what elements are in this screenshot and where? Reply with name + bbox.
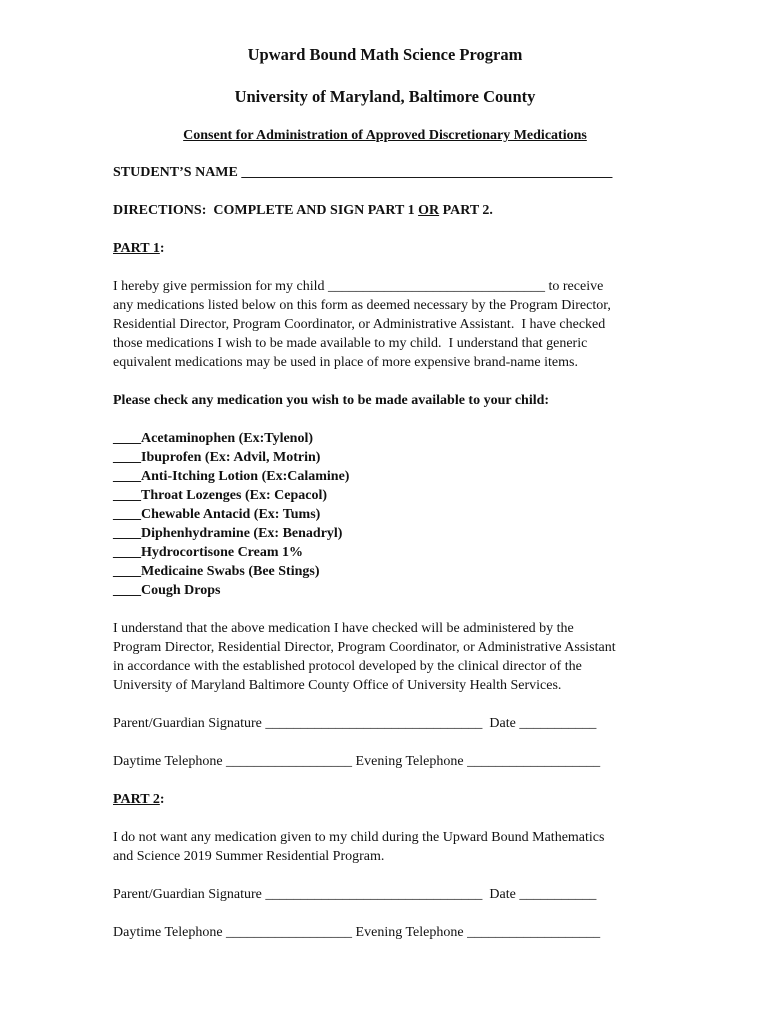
paragraph-line: in accordance with the established protocol developed by the clinical director of the xyxy=(113,659,582,674)
medication-item-throat-lozenges[interactable]: ____Throat Lozenges (Ex: Cepacol) xyxy=(113,488,327,503)
university-title: University of Maryland, Baltimore County xyxy=(234,87,536,106)
consent-form xyxy=(113,44,673,942)
part2-statement xyxy=(113,828,673,866)
medication-list xyxy=(113,429,673,600)
paragraph-line: Program Director, Residential Director, Program Coordinator, or Administrative Assistant xyxy=(113,640,616,655)
part2-heading-text: PART 2 xyxy=(113,792,160,807)
understand-paragraph xyxy=(113,619,673,695)
medication-item-diphenhydramine[interactable]: ____Diphenhydramine (Ex: Benadryl) xyxy=(113,526,343,541)
student-name-field[interactable]: _____________________________________________________ xyxy=(241,165,613,180)
part1-telephone-line[interactable]: Daytime Telephone __________________ Evening Telephone ___________________ xyxy=(113,754,601,769)
directions-lead: DIRECTIONS: COMPLETE AND SIGN PART 1 xyxy=(113,203,419,218)
part1-heading xyxy=(113,239,673,258)
paragraph-line: University of Maryland Baltimore County Office of University Health Services. xyxy=(113,678,562,693)
part2-signature-line[interactable]: Parent/Guardian Signature _______________________________ Date ___________ xyxy=(113,887,597,902)
part2-telephone-line[interactable]: Daytime Telephone __________________ Evening Telephone ___________________ xyxy=(113,925,601,940)
medication-item-hydrocortisone[interactable]: ____Hydrocortisone Cream 1% xyxy=(113,545,304,560)
paragraph-line: Residential Director, Program Coordinator, or Administrative Assistant. I have checked xyxy=(113,317,606,332)
paragraph-line: I do not want any medication given to my child during the Upward Bound Mathematics xyxy=(113,830,605,845)
part2-heading xyxy=(113,790,673,809)
directions-or: OR xyxy=(418,203,440,218)
medication-item-anti-itching-lotion[interactable]: ____Anti-Itching Lotion (Ex:Calamine) xyxy=(113,469,350,484)
student-name-label: STUDENT’S NAME xyxy=(113,165,238,180)
medication-item-ibuprofen[interactable]: ____Ibuprofen (Ex: Advil, Motrin) xyxy=(113,450,321,465)
program-title: Upward Bound Math Science Program xyxy=(247,45,523,64)
part1-heading-text: PART 1 xyxy=(113,241,160,256)
student-name-row xyxy=(113,163,673,182)
form-title: Consent for Administration of Approved Discretionary Medications xyxy=(183,128,587,143)
medication-item-medicaine-swabs[interactable]: ____Medicaine Swabs (Bee Stings) xyxy=(113,564,320,579)
medication-item-cough-drops[interactable]: ____Cough Drops xyxy=(113,583,221,598)
medication-item-chewable-antacid[interactable]: ____Chewable Antacid (Ex: Tums) xyxy=(113,507,321,522)
paragraph-line: those medications I wish to be made available to my child. I understand that generic xyxy=(113,336,588,351)
directions xyxy=(113,201,673,220)
part1-heading-colon: : xyxy=(159,241,165,256)
check-prompt: Please check any medication you wish to be made available to your child: xyxy=(113,393,550,408)
paragraph-line: any medications listed below on this form as deemed necessary by the Program Director, xyxy=(113,298,611,313)
directions-tail: PART 2. xyxy=(439,203,493,218)
part1-signature-line[interactable]: Parent/Guardian Signature _______________________________ Date ___________ xyxy=(113,716,597,731)
paragraph-line: I understand that the above medication I have checked will be administered by the xyxy=(113,621,574,636)
paragraph-line: I hereby give permission for my child _______________________________ to receive xyxy=(113,279,604,294)
paragraph-line: equivalent medications may be used in place of more expensive brand-name items. xyxy=(113,355,578,370)
permission-paragraph xyxy=(113,277,673,372)
part2-heading-colon: : xyxy=(159,792,165,807)
paragraph-line: and Science 2019 Summer Residential Program. xyxy=(113,849,385,864)
medication-item-acetaminophen[interactable]: ____Acetaminophen (Ex:Tylenol) xyxy=(113,431,314,446)
